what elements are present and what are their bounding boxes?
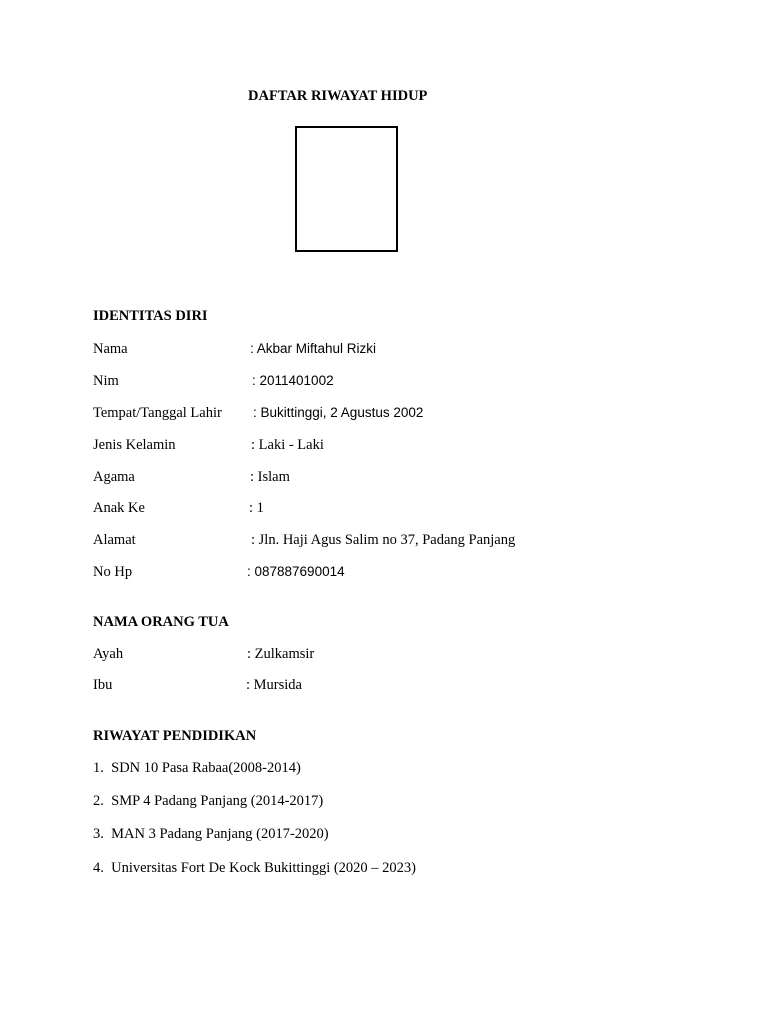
value-agama: : Islam bbox=[250, 469, 290, 485]
value-tempat-tanggal-lahir: : Bukittinggi, 2 Agustus 2002 bbox=[253, 405, 424, 420]
value-nim: : 2011401002 bbox=[252, 373, 334, 388]
list-item-text: SMP 4 Padang Panjang (2014-2017) bbox=[111, 793, 324, 809]
label-ayah: Ayah bbox=[93, 646, 124, 662]
list-item-text: Universitas Fort De Kock Bukittinggi (2020 – 2023) bbox=[111, 860, 417, 876]
label-nim: Nim bbox=[93, 373, 119, 389]
list-item-text: SDN 10 Pasa Rabaa(2008-2014) bbox=[111, 760, 301, 776]
list-item bbox=[93, 827, 329, 842]
label-nama: Nama bbox=[93, 341, 128, 357]
document-title: DAFTAR RIWAYAT HIDUP bbox=[248, 88, 428, 104]
list-item bbox=[93, 794, 323, 809]
label-no-hp: No Hp bbox=[93, 564, 133, 580]
list-item bbox=[93, 761, 301, 776]
list-item-number: 2. bbox=[93, 793, 104, 809]
list-item-number: 1. bbox=[93, 760, 104, 776]
value-jenis-kelamin: : Laki - Laki bbox=[251, 437, 324, 453]
label-jenis-kelamin: Jenis Kelamin bbox=[93, 437, 176, 453]
list-item bbox=[93, 861, 416, 876]
label-ibu: Ibu bbox=[93, 677, 113, 693]
value-anak-ke: : 1 bbox=[249, 500, 264, 516]
label-anak-ke: Anak Ke bbox=[93, 500, 145, 516]
section-heading-pendidikan: RIWAYAT PENDIDIKAN bbox=[93, 728, 257, 744]
value-nama: : Akbar Miftahul Rizki bbox=[250, 341, 377, 356]
label-alamat: Alamat bbox=[93, 532, 136, 548]
list-item-number: 4. bbox=[93, 860, 104, 876]
section-heading-identitas: IDENTITAS DIRI bbox=[93, 308, 208, 324]
label-tempat-tanggal-lahir: Tempat/Tanggal Lahir bbox=[93, 405, 222, 421]
value-no-hp: : 087887690014 bbox=[247, 564, 345, 579]
value-alamat: : Jln. Haji Agus Salim no 37, Padang Panjang bbox=[251, 532, 516, 548]
value-ibu: : Mursida bbox=[246, 677, 302, 693]
section-heading-orang-tua: NAMA ORANG TUA bbox=[93, 614, 229, 630]
photo-placeholder bbox=[295, 126, 398, 252]
value-ayah: : Zulkamsir bbox=[247, 646, 315, 662]
label-agama: Agama bbox=[93, 469, 135, 485]
list-item-number: 3. bbox=[93, 826, 104, 842]
list-item-text: MAN 3 Padang Panjang (2017-2020) bbox=[111, 826, 329, 842]
